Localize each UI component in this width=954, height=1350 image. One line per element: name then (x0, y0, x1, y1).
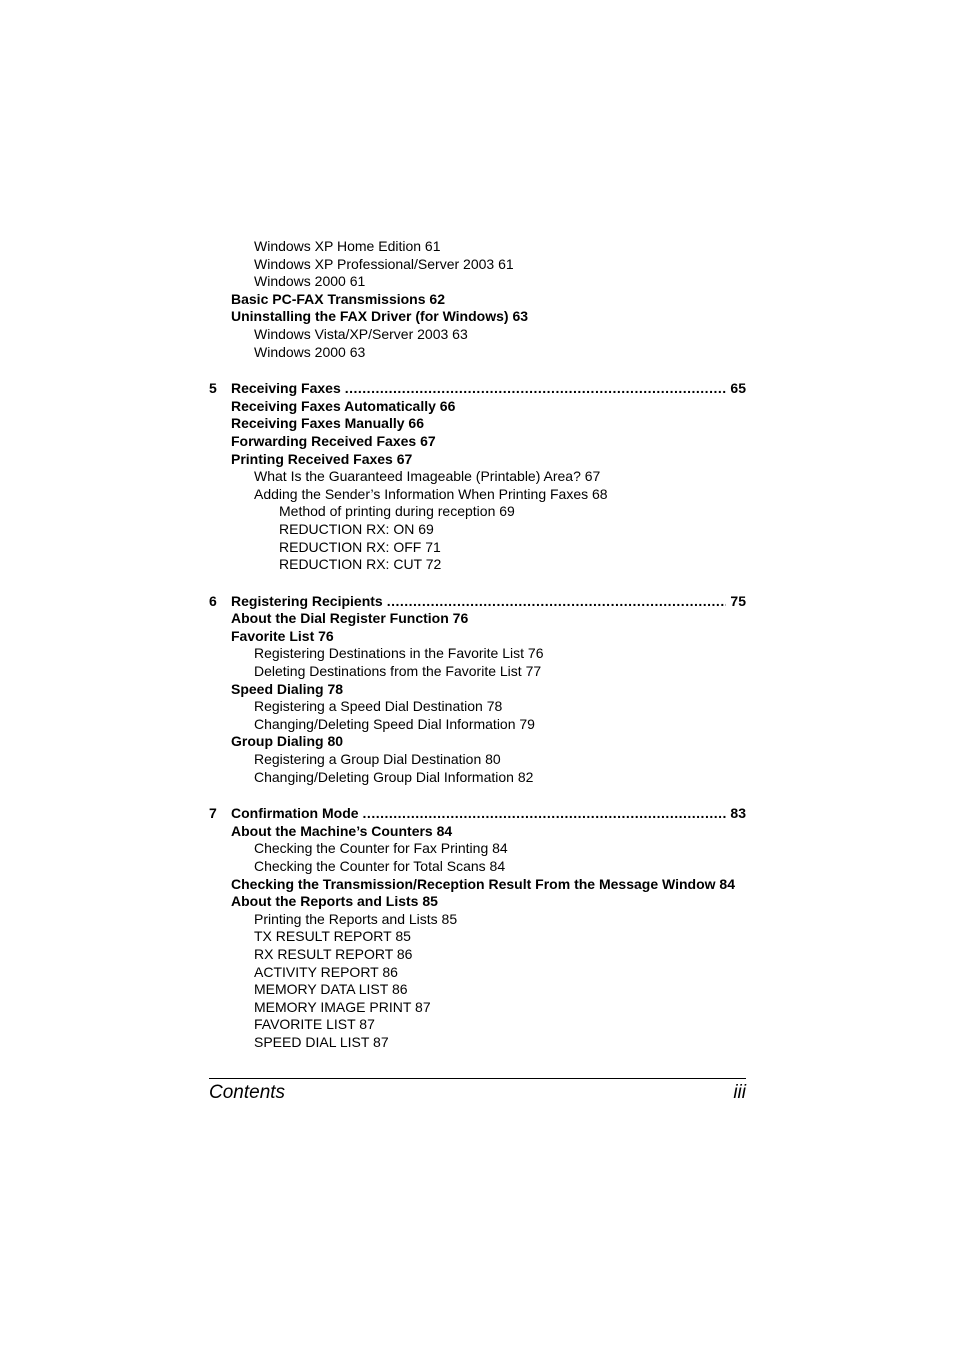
toc-entry-level-2[interactable]: Deleting Destinations from the Favorite List 77 (254, 663, 542, 680)
chapter-heading[interactable] (209, 380, 746, 398)
toc-entry-level-3[interactable]: REDUCTION RX: CUT 72 (279, 556, 442, 573)
chapter-page-number: 83 (730, 805, 746, 822)
toc-entry-level-1[interactable]: Speed Dialing 78 (231, 680, 344, 697)
chapter-title: Confirmation Mode (231, 805, 359, 822)
toc-entry-level-1[interactable]: About the Machine’s Counters 84 (231, 822, 453, 839)
chapter-heading[interactable] (209, 593, 746, 611)
toc-entry-level-2[interactable]: Checking the Counter for Fax Printing 84 (254, 840, 508, 857)
toc-entry-level-1[interactable]: Favorite List 76 (231, 627, 334, 644)
chapter-heading[interactable] (209, 805, 746, 823)
toc-entry-level-3[interactable]: REDUCTION RX: OFF 71 (279, 538, 441, 555)
dot-leader (363, 805, 727, 823)
toc-entry-level-2[interactable]: Windows 2000 63 (254, 343, 366, 360)
toc-entry-level-1[interactable]: Forwarding Received Faxes 67 (231, 432, 436, 449)
chapter-page-number: 65 (730, 380, 746, 397)
toc-entry-level-1[interactable]: Printing Received Faxes 67 (231, 450, 413, 467)
toc-entry-level-2[interactable]: Changing/Deleting Group Dial Information 82 (254, 768, 534, 785)
footer-page-number: iii (733, 1082, 746, 1103)
toc-entry-level-2[interactable]: Changing/Deleting Speed Dial Information 79 (254, 715, 535, 732)
toc-entry-level-3[interactable]: Method of printing during reception 69 (279, 503, 515, 520)
toc-entry-level-2[interactable]: TX RESULT REPORT 85 (254, 928, 411, 945)
table-of-contents (209, 238, 746, 1052)
page-footer (209, 1082, 746, 1104)
toc-entry-level-1[interactable]: About the Reports and Lists 85 (231, 893, 438, 910)
dot-leader (345, 380, 727, 398)
chapter-number: 5 (209, 380, 217, 397)
toc-entry-level-2[interactable]: MEMORY DATA LIST 86 (254, 981, 408, 998)
toc-entry-level-1[interactable]: Uninstalling the FAX Driver (for Windows) 63 (231, 308, 529, 325)
toc-entry-level-2[interactable]: Registering Destinations in the Favorite List 76 (254, 645, 544, 662)
chapter-number: 7 (209, 805, 217, 822)
footer-rule (209, 1078, 746, 1079)
toc-entry-level-1[interactable]: Group Dialing 80 (231, 733, 344, 750)
toc-entry-level-3[interactable]: REDUCTION RX: ON 69 (279, 520, 434, 537)
chapter-title: Receiving Faxes (231, 380, 341, 397)
toc-entry-level-1[interactable]: Receiving Faxes Manually 66 (231, 415, 424, 432)
toc-entry-level-2[interactable]: FAVORITE LIST 87 (254, 1016, 375, 1033)
toc-entry-level-2[interactable]: Registering a Group Dial Destination 80 (254, 751, 501, 768)
toc-entry-level-2[interactable]: Windows XP Professional/Server 2003 61 (254, 255, 514, 272)
toc-entry-level-2[interactable]: MEMORY IMAGE PRINT 87 (254, 998, 431, 1015)
toc-entry-level-2[interactable]: SPEED DIAL LIST 87 (254, 1033, 389, 1050)
chapter-title: Registering Recipients (231, 592, 383, 609)
footer-title: Contents (209, 1082, 286, 1103)
chapter-page-number: 75 (730, 592, 746, 609)
toc-entry-level-2[interactable]: RX RESULT REPORT 86 (254, 945, 413, 962)
toc-entry-level-1[interactable]: Basic PC-FAX Transmissions 62 (231, 290, 445, 307)
toc-entry-level-1[interactable]: Receiving Faxes Automatically 66 (231, 397, 456, 414)
toc-entry-level-2[interactable]: ACTIVITY REPORT 86 (254, 963, 398, 980)
toc-entry-level-2[interactable]: Checking the Counter for Total Scans 84 (254, 858, 506, 874)
toc-entry-level-2[interactable]: Windows XP Home Edition 61 (254, 238, 441, 254)
dot-leader (387, 593, 727, 611)
toc-entry-level-2[interactable]: Windows 2000 61 (254, 273, 366, 290)
toc-entry-level-2[interactable]: Registering a Speed Dial Destination 78 (254, 698, 503, 715)
toc-entry-level-2[interactable]: Printing the Reports and Lists 85 (254, 910, 458, 927)
toc-entry-level-1[interactable]: About the Dial Register Function 76 (231, 610, 469, 627)
toc-entry-level-2[interactable]: What Is the Guaranteed Imageable (Printable) Area? 67 (254, 468, 601, 485)
toc-entry-level-2[interactable]: Adding the Sender’s Information When Printing Faxes 68 (254, 485, 608, 502)
toc-entry-level-2[interactable]: Windows Vista/XP/Server 2003 63 (254, 325, 468, 342)
chapter-number: 6 (209, 592, 217, 609)
toc-entry-level-1[interactable]: Checking the Transmission/Reception Result From the Message Window 84 (231, 875, 735, 892)
